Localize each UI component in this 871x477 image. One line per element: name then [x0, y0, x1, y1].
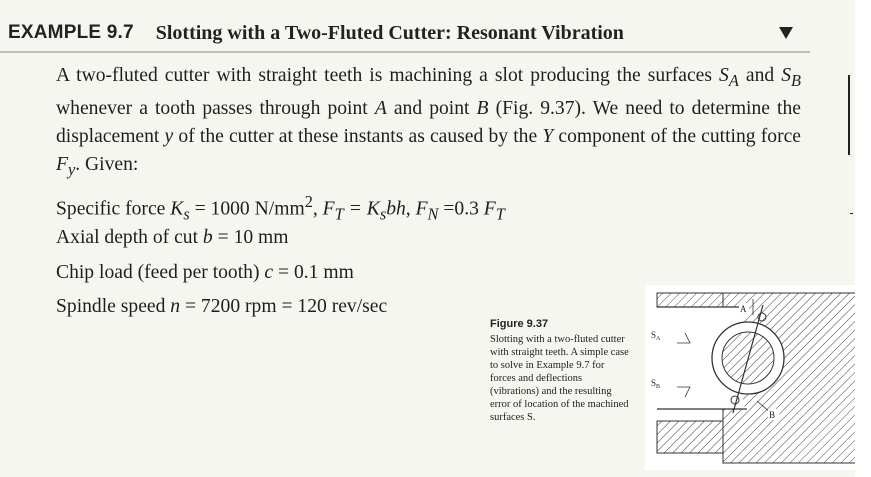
label-sb: $S_B$: [651, 378, 661, 390]
text-run: and point: [386, 97, 477, 119]
figure-caption-text: Slotting with a two-fluted cutter with straight teeth. A simple case to solve in Example 9.7 for forces and deflections (vibrations) and the resulting error of location of the machined surfaces S.: [490, 334, 629, 423]
symbol-k: K: [170, 198, 184, 220]
slotting-diagram: [645, 285, 870, 470]
given-axial-depth: [56, 224, 656, 252]
symbol-f: F: [415, 198, 428, 220]
symbol-y: y: [164, 125, 174, 147]
workpiece-bottom-left: [657, 421, 723, 453]
point-a: A: [374, 97, 387, 119]
symbol-f: F: [56, 153, 68, 175]
page-edge-strip: [855, 0, 871, 477]
value-text: = 10 mm: [212, 227, 289, 248]
heading-divider: [0, 51, 810, 53]
text-run: of the cutter at these instants as caused by the: [173, 125, 543, 147]
symbol-f: F: [317, 198, 335, 220]
workpiece-top-left: [657, 293, 723, 307]
text-run: A two-fluted cutter with straight teeth is machining a slot producing the surfaces: [56, 65, 720, 86]
slotting-figure: [645, 285, 870, 470]
text-run: whenever a tooth passes through point: [56, 97, 375, 119]
label-b: B: [769, 410, 776, 420]
superscript-2: 2: [304, 192, 313, 211]
example-number: EXAMPLE 9.7: [8, 22, 134, 43]
symbol-s: S: [719, 65, 729, 86]
given-label: Chip load (feed per tooth): [56, 262, 265, 283]
problem-statement: [56, 62, 801, 184]
label-sa: $S_A$: [651, 330, 661, 342]
subscript-s: s: [183, 204, 190, 224]
figure-caption: [490, 318, 630, 424]
given-label: Axial depth of cut: [56, 227, 203, 248]
subscript-a: A: [728, 70, 739, 90]
subscript-n: N: [427, 204, 439, 224]
example-heading: [8, 16, 808, 50]
margin-mark: [848, 75, 850, 155]
given-label: Specific force: [56, 198, 171, 220]
symbol-s: S: [781, 65, 792, 86]
symbol-bh: bh,: [386, 198, 416, 220]
symbol-n: n: [170, 296, 181, 317]
point-b: B: [476, 97, 489, 119]
value-text: = 1000 N/mm: [189, 198, 305, 220]
value-text: = 0.1 mm: [273, 262, 354, 283]
subscript-b: B: [791, 70, 801, 90]
separator: ,: [312, 198, 318, 220]
text-run: (Fig. 9.37). We need to determine the displacement: [56, 97, 801, 147]
value-text: =0.3: [438, 198, 484, 220]
subscript-s: s: [379, 204, 387, 224]
symbol-f: F: [483, 198, 496, 220]
symbol-c: c: [264, 262, 274, 283]
example-title: Slotting with a Two-Fluted Cutter: Resonant Vibration: [155, 21, 624, 44]
value-text: = 7200 rpm = 120 rev/sec: [180, 296, 388, 317]
given-chip-load: [56, 259, 656, 287]
text-run: and: [738, 65, 782, 86]
symbol-k: = K: [343, 198, 380, 220]
symbol-Y: Y: [542, 125, 554, 147]
subscript-t: T: [495, 204, 505, 224]
given-spindle-speed: [56, 293, 656, 321]
given-specific-force: [56, 188, 656, 228]
given-label: Spindle speed: [56, 296, 171, 317]
triangle-marker-icon: [779, 27, 793, 39]
label-a: A: [740, 304, 747, 314]
subscript-t: T: [334, 204, 344, 224]
text-run: . Given:: [75, 153, 139, 175]
figure-number: Figure 9.37: [490, 318, 549, 330]
margin-tick: [850, 213, 853, 214]
symbol-b: b: [202, 227, 213, 248]
text-run: component of the cutting force: [553, 125, 801, 147]
subscript-y: y: [67, 159, 76, 179]
